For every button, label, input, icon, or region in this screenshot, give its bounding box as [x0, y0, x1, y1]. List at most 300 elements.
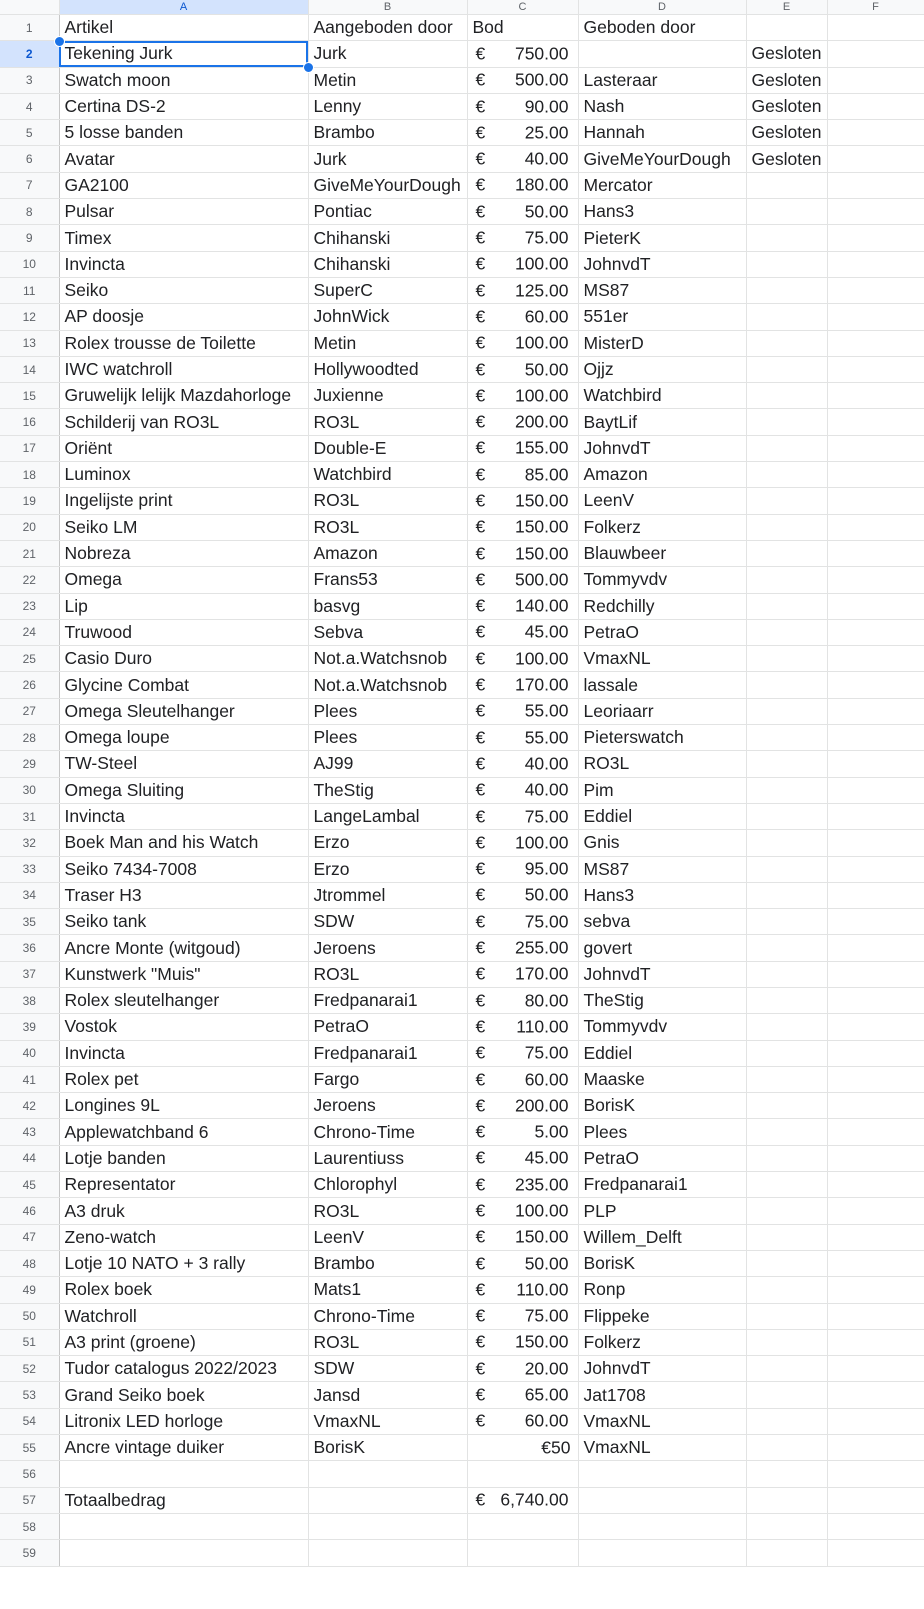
cell-geboden-door[interactable]: Folkerz [578, 1329, 746, 1355]
cell-status[interactable] [746, 1277, 827, 1303]
cell-aangeboden-door[interactable]: Chrono-Time [308, 1303, 467, 1329]
column-header-e[interactable]: E [746, 0, 827, 15]
cell-f[interactable] [827, 488, 924, 514]
cell-artikel[interactable]: Seiko tank [59, 909, 308, 935]
column-header-b[interactable]: B [308, 0, 467, 15]
cell-f[interactable] [827, 1172, 924, 1198]
cell-geboden-door[interactable]: Willem_Delft [578, 1224, 746, 1250]
cell-bod[interactable] [467, 1303, 578, 1329]
cell-status[interactable] [746, 1040, 827, 1066]
cell-f[interactable] [827, 41, 924, 67]
cell-geboden-door[interactable]: sebva [578, 909, 746, 935]
cell-geboden-door[interactable]: BaytLif [578, 409, 746, 435]
cell-artikel[interactable]: Omega Sluiting [59, 777, 308, 803]
cell-artikel[interactable]: Schilderij van RO3L [59, 409, 308, 435]
cell-artikel[interactable]: Rolex sleutelhanger [59, 987, 308, 1013]
cell-aangeboden-door[interactable]: Mats1 [308, 1277, 467, 1303]
row-header[interactable]: 49 [0, 1277, 59, 1303]
cell-artikel[interactable]: Traser H3 [59, 882, 308, 908]
row-header[interactable]: 13 [0, 330, 59, 356]
cell-aangeboden-door[interactable]: JohnWick [308, 304, 467, 330]
cell-status[interactable] [746, 1329, 827, 1355]
cell-artikel[interactable]: Litronix LED horloge [59, 1408, 308, 1434]
cell-bod[interactable] [467, 935, 578, 961]
cell-f[interactable] [827, 1093, 924, 1119]
cell-status[interactable] [746, 987, 827, 1013]
cell-bod[interactable] [467, 1224, 578, 1250]
cell-aangeboden-door[interactable]: Jtrommel [308, 882, 467, 908]
cell-aangeboden-door[interactable]: Lenny [308, 93, 467, 119]
cell-aangeboden-door[interactable]: Brambo [308, 1250, 467, 1276]
cell-aangeboden-door[interactable]: Frans53 [308, 567, 467, 593]
cell-bod[interactable] [467, 514, 578, 540]
cell-bod[interactable] [467, 725, 578, 751]
cell-aangeboden-door[interactable]: Fargo [308, 1066, 467, 1092]
cell-f[interactable] [827, 1382, 924, 1408]
cell-status[interactable] [746, 277, 827, 303]
cell-aangeboden-door[interactable]: GiveMeYourDough [308, 172, 467, 198]
row-header[interactable]: 29 [0, 751, 59, 777]
cell-f[interactable] [827, 961, 924, 987]
cell-bod[interactable] [467, 172, 578, 198]
row-header[interactable]: 58 [0, 1513, 59, 1539]
cell-geboden-door[interactable]: Redchilly [578, 593, 746, 619]
cell-status[interactable] [746, 304, 827, 330]
empty-cell[interactable] [578, 1461, 746, 1487]
row-header[interactable]: 30 [0, 777, 59, 803]
cell-aangeboden-door[interactable]: BorisK [308, 1435, 467, 1461]
cell-bod[interactable] [467, 199, 578, 225]
cell-status[interactable] [746, 935, 827, 961]
cell-artikel[interactable]: Ancre Monte (witgoud) [59, 935, 308, 961]
cell-geboden-door[interactable]: RO3L [578, 751, 746, 777]
cell-geboden-door[interactable]: VmaxNL [578, 1435, 746, 1461]
cell-status[interactable] [746, 1198, 827, 1224]
cell-status[interactable] [746, 251, 827, 277]
row-header[interactable]: 7 [0, 172, 59, 198]
cell-geboden-door[interactable]: JohnvdT [578, 251, 746, 277]
cell-geboden-door[interactable]: Mercator [578, 172, 746, 198]
cell-status[interactable] [746, 698, 827, 724]
cell-geboden-door[interactable]: VmaxNL [578, 1408, 746, 1434]
cell-geboden-door[interactable]: 551er [578, 304, 746, 330]
cell-geboden-door[interactable]: Pieterswatch [578, 725, 746, 751]
cell-geboden-door[interactable]: Ojjz [578, 356, 746, 382]
cell-bod[interactable] [467, 619, 578, 645]
cell-bod[interactable] [467, 1487, 578, 1513]
row-header[interactable]: 12 [0, 304, 59, 330]
cell-bod[interactable] [467, 1408, 578, 1434]
cell-status[interactable] [746, 909, 827, 935]
cell-geboden-door[interactable]: Blauwbeer [578, 540, 746, 566]
cell-geboden-door[interactable]: Hans3 [578, 882, 746, 908]
cell-geboden-door[interactable]: BorisK [578, 1093, 746, 1119]
cell-geboden-door[interactable]: Hannah [578, 120, 746, 146]
cell-status[interactable] [746, 1066, 827, 1092]
row-header[interactable]: 26 [0, 672, 59, 698]
cell-f[interactable] [827, 882, 924, 908]
cell-status[interactable]: Gesloten [746, 93, 827, 119]
empty-cell[interactable] [59, 1540, 308, 1566]
row-header[interactable]: 54 [0, 1408, 59, 1434]
row-header[interactable]: 15 [0, 383, 59, 409]
cell-geboden-door[interactable]: Nash [578, 93, 746, 119]
cell-bod[interactable] [467, 1382, 578, 1408]
cell-bod[interactable] [467, 330, 578, 356]
row-header[interactable]: 43 [0, 1119, 59, 1145]
cell-artikel[interactable]: A3 druk [59, 1198, 308, 1224]
cell-bod[interactable] [467, 593, 578, 619]
row-header[interactable]: 24 [0, 619, 59, 645]
cell-f[interactable] [827, 1198, 924, 1224]
cell-aangeboden-door[interactable]: Not.a.Watchsnob [308, 646, 467, 672]
cell-aangeboden-door[interactable]: VmaxNL [308, 1408, 467, 1434]
cell-status[interactable] [746, 199, 827, 225]
row-header[interactable]: 23 [0, 593, 59, 619]
cell-f[interactable] [827, 356, 924, 382]
row-header[interactable]: 8 [0, 199, 59, 225]
cell-aangeboden-door[interactable]: LeenV [308, 1224, 467, 1250]
cell-status[interactable] [746, 725, 827, 751]
cell-artikel[interactable]: Watchroll [59, 1303, 308, 1329]
row-header[interactable]: 25 [0, 646, 59, 672]
cell-geboden-door[interactable]: Flippeke [578, 1303, 746, 1329]
row-header[interactable]: 21 [0, 540, 59, 566]
cell-artikel[interactable]: Lotje 10 NATO + 3 rally [59, 1250, 308, 1276]
cell-artikel[interactable]: Truwood [59, 619, 308, 645]
cell-status[interactable] [746, 567, 827, 593]
cell-f[interactable] [827, 672, 924, 698]
row-header[interactable]: 18 [0, 462, 59, 488]
row-header[interactable]: 19 [0, 488, 59, 514]
cell-status[interactable] [746, 751, 827, 777]
cell-bod[interactable] [467, 540, 578, 566]
cell-bod[interactable] [467, 1356, 578, 1382]
cell-status[interactable]: Gesloten [746, 41, 827, 67]
header-geboden-door[interactable]: Geboden door [578, 15, 746, 41]
empty-cell[interactable] [308, 1540, 467, 1566]
cell-f[interactable] [827, 1303, 924, 1329]
cell-bod[interactable] [467, 777, 578, 803]
cell-bod[interactable] [467, 41, 578, 67]
cell-aangeboden-door[interactable]: Pontiac [308, 199, 467, 225]
cell-aangeboden-door[interactable]: Erzo [308, 830, 467, 856]
row-header[interactable]: 51 [0, 1329, 59, 1355]
cell-status[interactable]: Gesloten [746, 120, 827, 146]
cell-artikel[interactable]: Boek Man and his Watch [59, 830, 308, 856]
cell-geboden-door[interactable]: Watchbird [578, 383, 746, 409]
cell-aangeboden-door[interactable]: Jurk [308, 41, 467, 67]
cell-f[interactable] [827, 1066, 924, 1092]
cell-f[interactable] [827, 1435, 924, 1461]
cell-artikel[interactable]: Ingelijste print [59, 488, 308, 514]
cell-f[interactable] [827, 1250, 924, 1276]
cell-aangeboden-door[interactable]: RO3L [308, 488, 467, 514]
cell-aangeboden-door[interactable]: TheStig [308, 777, 467, 803]
cell-geboden-door[interactable]: PieterK [578, 225, 746, 251]
cell-bod[interactable] [467, 356, 578, 382]
row-header[interactable]: 33 [0, 856, 59, 882]
cell-f[interactable] [827, 93, 924, 119]
cell-aangeboden-door[interactable]: Chihanski [308, 251, 467, 277]
cell-f[interactable] [827, 698, 924, 724]
cell-f[interactable] [827, 67, 924, 93]
cell-bod[interactable] [467, 1198, 578, 1224]
cell-bod[interactable] [467, 1329, 578, 1355]
cell-artikel[interactable]: A3 print (groene) [59, 1329, 308, 1355]
cell-geboden-door[interactable]: TheStig [578, 987, 746, 1013]
empty-cell[interactable] [746, 1461, 827, 1487]
cell-artikel[interactable]: Seiko 7434-7008 [59, 856, 308, 882]
cell-aangeboden-door[interactable]: Juxienne [308, 383, 467, 409]
row-header[interactable]: 47 [0, 1224, 59, 1250]
cell-geboden-door[interactable]: PLP [578, 1198, 746, 1224]
cell-aangeboden-door[interactable]: AJ99 [308, 751, 467, 777]
cell-f[interactable] [827, 540, 924, 566]
cell-bod[interactable] [467, 277, 578, 303]
cell-geboden-door[interactable]: MisterD [578, 330, 746, 356]
cell-artikel[interactable]: Tudor catalogus 2022/2023 [59, 1356, 308, 1382]
cell-status[interactable] [746, 1408, 827, 1434]
cell-geboden-door[interactable]: JohnvdT [578, 961, 746, 987]
cell-artikel[interactable]: Avatar [59, 146, 308, 172]
cell-aangeboden-door[interactable]: Not.a.Watchsnob [308, 672, 467, 698]
cell-geboden-door[interactable]: Amazon [578, 462, 746, 488]
cell-bod[interactable] [467, 698, 578, 724]
cell-status[interactable] [746, 488, 827, 514]
row-header[interactable]: 56 [0, 1461, 59, 1487]
cell-status[interactable] [746, 803, 827, 829]
row-header[interactable]: 57 [0, 1487, 59, 1513]
cell-artikel[interactable]: Certina DS-2 [59, 93, 308, 119]
cell-artikel[interactable]: GA2100 [59, 172, 308, 198]
cell-bod[interactable] [467, 1172, 578, 1198]
cell-status[interactable] [746, 593, 827, 619]
empty-cell[interactable] [578, 1540, 746, 1566]
cell-status[interactable] [746, 1172, 827, 1198]
cell-aangeboden-door[interactable]: RO3L [308, 1329, 467, 1355]
empty-cell[interactable] [827, 1513, 924, 1539]
cell-status[interactable] [746, 462, 827, 488]
cell-status[interactable] [746, 1224, 827, 1250]
cell-e[interactable] [746, 1487, 827, 1513]
cell-aangeboden-door[interactable]: LangeLambal [308, 803, 467, 829]
row-header[interactable]: 41 [0, 1066, 59, 1092]
row-header[interactable]: 46 [0, 1198, 59, 1224]
cell-artikel[interactable]: Luminox [59, 462, 308, 488]
row-header[interactable]: 31 [0, 803, 59, 829]
cell-aangeboden-door[interactable]: Metin [308, 67, 467, 93]
empty-cell[interactable] [827, 1540, 924, 1566]
cell-d[interactable] [578, 1487, 746, 1513]
cell-artikel[interactable]: Gruwelijk lelijk Mazdahorloge [59, 383, 308, 409]
cell-aangeboden-door[interactable]: Jeroens [308, 1093, 467, 1119]
row-header[interactable]: 14 [0, 356, 59, 382]
cell-aangeboden-door[interactable]: Laurentiuss [308, 1145, 467, 1171]
cell-artikel[interactable]: Glycine Combat [59, 672, 308, 698]
cell-bod[interactable] [467, 672, 578, 698]
cell-artikel[interactable]: Rolex boek [59, 1277, 308, 1303]
cell-f[interactable] [827, 383, 924, 409]
cell-status[interactable] [746, 1303, 827, 1329]
cell-bod[interactable] [467, 225, 578, 251]
cell-status[interactable] [746, 1093, 827, 1119]
row-header[interactable]: 34 [0, 882, 59, 908]
empty-cell[interactable] [308, 1461, 467, 1487]
cell-status[interactable] [746, 882, 827, 908]
cell-geboden-door[interactable]: GiveMeYourDough [578, 146, 746, 172]
cell-geboden-door[interactable]: VmaxNL [578, 646, 746, 672]
empty-cell[interactable] [746, 1540, 827, 1566]
cell-status[interactable] [746, 777, 827, 803]
cell-geboden-door[interactable]: JohnvdT [578, 435, 746, 461]
select-all-corner[interactable] [0, 0, 59, 15]
row-header[interactable]: 53 [0, 1382, 59, 1408]
row-header[interactable]: 40 [0, 1040, 59, 1066]
cell-bod[interactable] [467, 251, 578, 277]
cell-bod[interactable] [467, 909, 578, 935]
cell-f[interactable] [827, 1014, 924, 1040]
cell-status[interactable] [746, 646, 827, 672]
cell-aangeboden-door[interactable]: Fredpanarai1 [308, 1040, 467, 1066]
cell-status[interactable] [746, 1356, 827, 1382]
cell-aangeboden-door[interactable]: Jurk [308, 146, 467, 172]
cell-artikel[interactable]: Omega [59, 567, 308, 593]
cell-bod[interactable] [467, 987, 578, 1013]
cell-bod[interactable] [467, 1014, 578, 1040]
row-header[interactable]: 17 [0, 435, 59, 461]
cell-aangeboden-door[interactable]: RO3L [308, 514, 467, 540]
row-header[interactable]: 39 [0, 1014, 59, 1040]
header-aangeboden-door[interactable]: Aangeboden door [308, 15, 467, 41]
cell-geboden-door[interactable]: Gnis [578, 830, 746, 856]
row-header[interactable]: 44 [0, 1145, 59, 1171]
cell-bod[interactable] [467, 1250, 578, 1276]
cell-f[interactable] [827, 1487, 924, 1513]
cell-status[interactable] [746, 1145, 827, 1171]
row-header[interactable]: 32 [0, 830, 59, 856]
cell-geboden-door[interactable]: Plees [578, 1119, 746, 1145]
cell-aangeboden-door[interactable]: RO3L [308, 961, 467, 987]
cell-artikel[interactable]: Rolex trousse de Toilette [59, 330, 308, 356]
row-header[interactable]: 37 [0, 961, 59, 987]
cell-f[interactable] [827, 1119, 924, 1145]
cell-f[interactable] [827, 1145, 924, 1171]
cell-bod[interactable] [467, 1066, 578, 1092]
cell-f[interactable] [827, 146, 924, 172]
cell-f[interactable] [827, 304, 924, 330]
cell-status[interactable] [746, 540, 827, 566]
row-header[interactable]: 48 [0, 1250, 59, 1276]
row-header[interactable]: 45 [0, 1172, 59, 1198]
cell-bod[interactable] [467, 146, 578, 172]
cell-artikel[interactable]: Nobreza [59, 540, 308, 566]
cell-aangeboden-door[interactable]: Fredpanarai1 [308, 987, 467, 1013]
cell-bod[interactable] [467, 120, 578, 146]
cell-bod[interactable] [467, 856, 578, 882]
cell-geboden-door[interactable]: Hans3 [578, 199, 746, 225]
column-header-a[interactable]: A [59, 0, 308, 15]
row-header[interactable]: 28 [0, 725, 59, 751]
cell-aangeboden-door[interactable]: Metin [308, 330, 467, 356]
cell-f[interactable] [827, 1040, 924, 1066]
cell-bod[interactable] [467, 462, 578, 488]
cell-status[interactable] [746, 1014, 827, 1040]
cell-aangeboden-door[interactable]: Erzo [308, 856, 467, 882]
cell-aangeboden-door[interactable]: Jeroens [308, 935, 467, 961]
row-header[interactable]: 4 [0, 93, 59, 119]
cell-f[interactable] [827, 120, 924, 146]
cell-bod[interactable] [467, 646, 578, 672]
cell-f[interactable] [827, 172, 924, 198]
selection-handle-top-left[interactable] [54, 36, 65, 47]
cell-artikel[interactable]: Rolex pet [59, 1066, 308, 1092]
cell-aangeboden-door[interactable]: RO3L [308, 409, 467, 435]
cell-bod[interactable] [467, 803, 578, 829]
cell-artikel[interactable]: AP doosje [59, 304, 308, 330]
cell-artikel[interactable]: Zeno-watch [59, 1224, 308, 1250]
cell-geboden-door[interactable]: Maaske [578, 1066, 746, 1092]
cell-geboden-door[interactable]: Folkerz [578, 514, 746, 540]
cell-f[interactable] [827, 225, 924, 251]
cell-artikel[interactable]: Seiko [59, 277, 308, 303]
cell-bod[interactable] [467, 961, 578, 987]
cell-f[interactable] [827, 1224, 924, 1250]
cell-f[interactable] [827, 987, 924, 1013]
row-header[interactable]: 2 [0, 41, 59, 67]
cell-bod[interactable] [467, 435, 578, 461]
empty-cell[interactable] [467, 1461, 578, 1487]
cell-geboden-door[interactable]: LeenV [578, 488, 746, 514]
cell-bod[interactable] [467, 882, 578, 908]
cell-geboden-door[interactable]: Tommyvdv [578, 567, 746, 593]
empty-cell[interactable] [467, 1513, 578, 1539]
row-header[interactable]: 20 [0, 514, 59, 540]
cell-status[interactable] [746, 1119, 827, 1145]
cell-artikel[interactable]: Longines 9L [59, 1093, 308, 1119]
cell-f[interactable] [827, 199, 924, 225]
cell-aangeboden-door[interactable]: RO3L [308, 1198, 467, 1224]
cell-geboden-door[interactable]: PetraO [578, 619, 746, 645]
cell-aangeboden-door[interactable]: Brambo [308, 120, 467, 146]
empty-cell[interactable] [578, 1513, 746, 1539]
cell-artikel[interactable]: TW-Steel [59, 751, 308, 777]
cell-aangeboden-door[interactable]: Jansd [308, 1382, 467, 1408]
cell-f[interactable] [827, 725, 924, 751]
cell-artikel[interactable]: Grand Seiko boek [59, 1382, 308, 1408]
column-header-f[interactable]: F [827, 0, 924, 15]
cell-b[interactable] [308, 1487, 467, 1513]
row-header[interactable]: 16 [0, 409, 59, 435]
cell-geboden-door[interactable]: MS87 [578, 277, 746, 303]
cell-f[interactable] [827, 856, 924, 882]
cell-f[interactable] [827, 619, 924, 645]
cell-f[interactable] [827, 751, 924, 777]
header-artikel[interactable]: Artikel [59, 15, 308, 41]
cell-e[interactable] [746, 15, 827, 41]
row-header[interactable]: 52 [0, 1356, 59, 1382]
cell-geboden-door[interactable]: govert [578, 935, 746, 961]
row-header[interactable]: 5 [0, 120, 59, 146]
cell-f[interactable] [827, 1277, 924, 1303]
cell-status[interactable] [746, 225, 827, 251]
cell-f[interactable] [827, 15, 924, 41]
cell-geboden-door[interactable] [578, 41, 746, 67]
cell-status[interactable] [746, 856, 827, 882]
cell-artikel[interactable]: Omega loupe [59, 725, 308, 751]
empty-cell[interactable] [59, 1461, 308, 1487]
cell-f[interactable] [827, 803, 924, 829]
